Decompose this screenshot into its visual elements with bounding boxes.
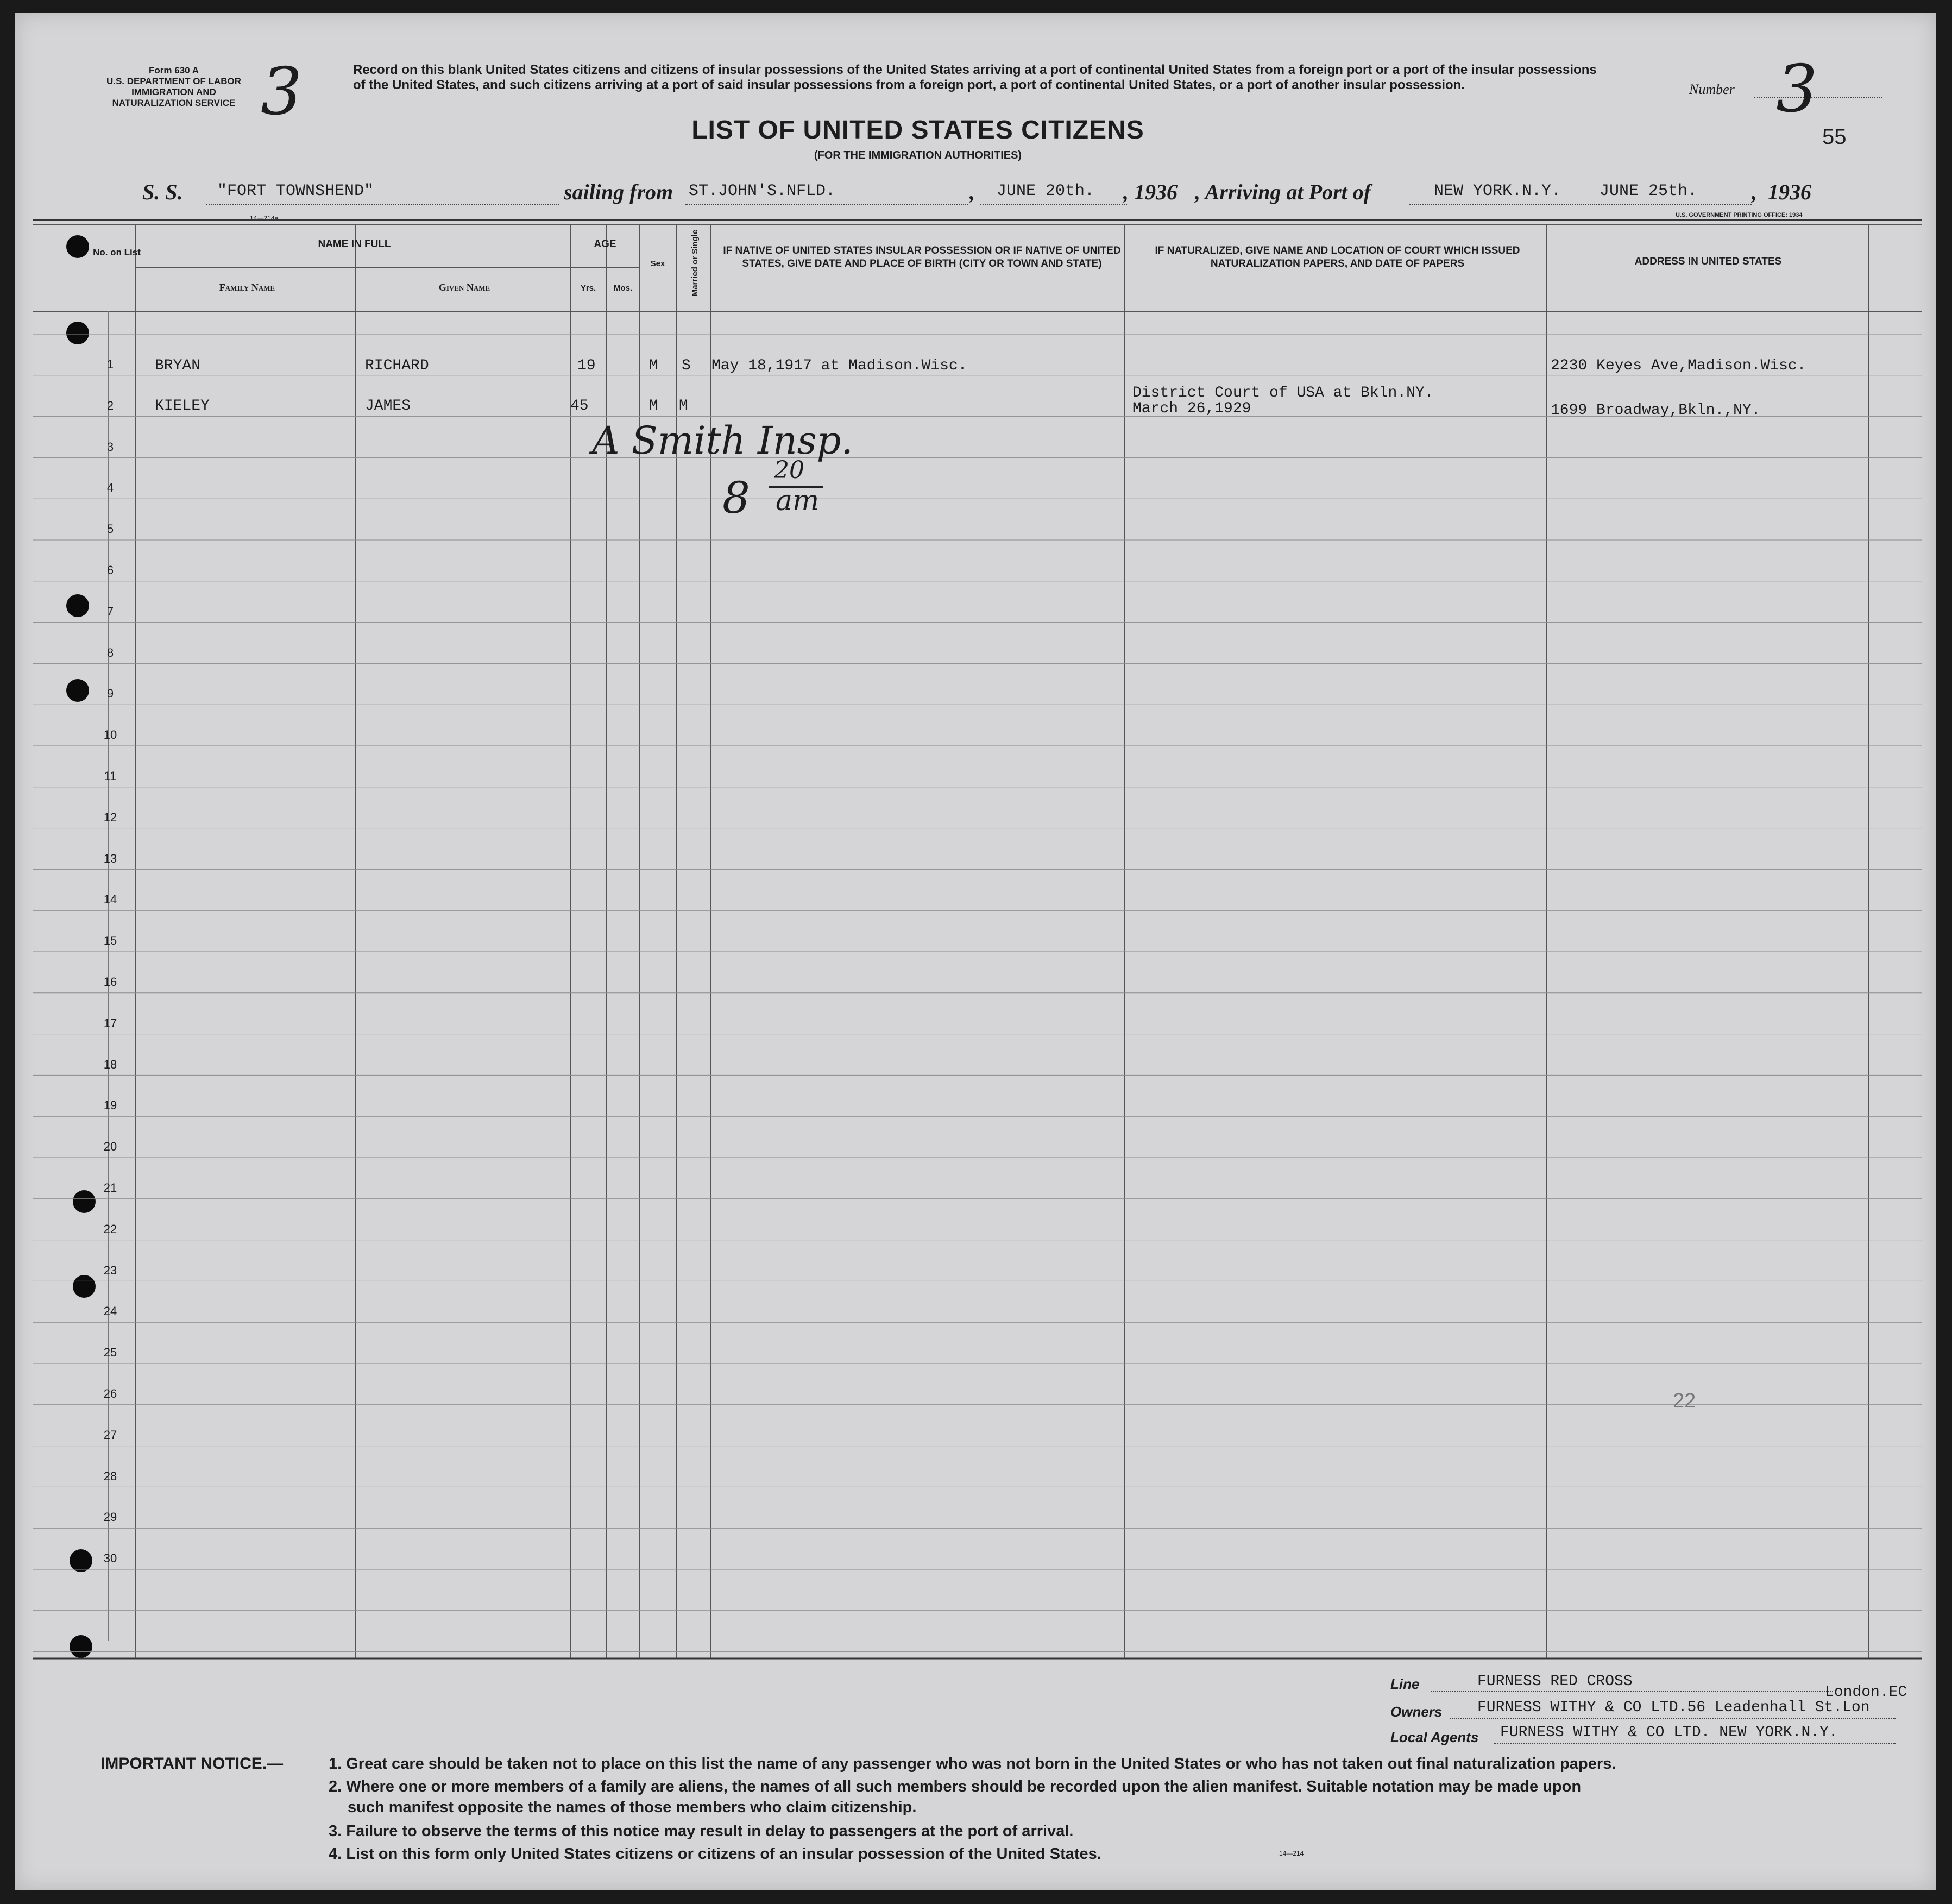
header-married-or-single: Married or Single [690,229,700,297]
row-number: 14 [103,893,117,907]
header-sex: Sex [650,259,665,268]
row-number: 30 [103,1551,117,1566]
departure-date: JUNE 20th. [997,182,1095,200]
row-number: 3 [106,439,114,454]
notice-item-2: 2. Where one or more members of a family are aliens, the names of all such members should be recorded upon the alien manifest. Suitable notation may be made upon [329,1778,1582,1795]
passenger-sex: M [649,398,658,414]
row-number: 8 [106,645,114,659]
row-number: 11 [104,769,117,783]
service-name-line2: NATURALIZATION SERVICE [112,98,236,108]
owners-name: FURNESS WITHY & CO LTD.56 Leadenhall St.Lon [1477,1699,1870,1716]
row-number: 10 [103,728,117,742]
local-agents-name: FURNESS WITHY & CO LTD. NEW YORK.N.Y. [1500,1724,1838,1741]
notice-item-4: 4. List on this form only United States citizens or citizens of an insular possession of the United States. [329,1845,1101,1863]
passenger-marital-status: S [682,357,691,374]
form-number: Form 630 A [149,65,199,76]
departure-port: ST.JOHN'S.NFLD. [689,182,836,200]
print-code-bottom: 14—214 [1279,1850,1304,1857]
row-number: 27 [103,1428,117,1442]
passenger-naturalization-date: March 26,1929 [1132,400,1251,417]
departure-year: 1936 [1134,180,1178,204]
sailing-from-label: sailing from [564,180,673,204]
arrival-year: 1936 [1768,180,1811,204]
separator: , [969,180,975,204]
row-number: 12 [103,810,117,824]
row-number: 13 [103,851,117,865]
header-family-name: Family Name [219,282,275,293]
passenger-sex: M [649,357,658,374]
list-number: 3 [1776,52,1818,127]
row-number: 23 [103,1263,117,1277]
header-age-months: Mos. [613,284,633,293]
page-subtitle: (FOR THE IMMIGRATION AUTHORITIES) [814,149,1022,161]
notice-title: IMPORTANT NOTICE.— [100,1755,284,1773]
header-given-name: Given Name [438,282,490,293]
row-number: 4 [106,481,114,495]
line-label: Line [1390,1676,1420,1692]
row-number: 19 [103,1098,117,1113]
row-number: 28 [103,1469,117,1483]
notice-item-1: 1. Great care should be taken not to place on this list the name of any passenger who was not born in the United States or who has not taken out final naturalization papers. [329,1755,1616,1773]
arrival-date: JUNE 25th. [1600,182,1698,200]
ship-name: "FORT TOWNSHEND" [217,182,374,200]
shipping-line: FURNESS RED CROSS [1477,1673,1633,1690]
row-number: 2 [106,398,114,412]
inspection-time-ampm: am [776,485,820,517]
row-number: 20 [103,1140,117,1154]
passenger-marital-status: M [679,398,688,414]
header-native-birth: IF NATIVE OF UNITED STATES INSULAR POSSESSION OR IF NATIVE OF UNITED STATES, GIVE DATE AND PLACE OF BIRTH (CITY OR TOWN AND STATE) [723,245,1121,269]
owners-city: London.EC [1825,1684,1907,1701]
header-name-in-full: NAME IN FULL [318,238,391,250]
passenger-age-years: 19 [577,357,596,374]
print-office-note: U.S. GOVERNMENT PRINTING OFFICE: 1934 [1676,212,1803,218]
owners-label: Owners [1390,1704,1443,1720]
row-number: 9 [106,687,114,701]
row-number: 26 [103,1387,117,1400]
department-name: U.S. DEPARTMENT OF LABOR [106,76,242,86]
service-name-line1: IMMIGRATION AND [131,87,216,97]
header-age-years: Yrs. [580,284,596,293]
header-no-on-list: No. on List [93,247,141,257]
row-number: 6 [106,563,114,577]
separator: , [1123,180,1129,204]
row-number: 15 [103,934,117,948]
ss-label: S. S. [142,180,183,204]
header-age: AGE [594,238,616,250]
passenger-address: 2230 Keyes Ave,Madison.Wisc. [1551,357,1806,374]
number-label: Number [1689,81,1735,97]
passenger-age-years: 45 [570,398,589,414]
arrival-port: NEW YORK.N.Y. [1434,182,1561,200]
passenger-birth-details: May 18,1917 at Madison.Wisc. [711,357,967,374]
handwritten-corner-number: 3 [261,54,303,130]
page-title: LIST OF UNITED STATES CITIZENS [691,116,1144,144]
notice-item-3: 3. Failure to observe the terms of this notice may result in delay to passengers at the port of arrival. [329,1823,1074,1840]
passenger-given-name: RICHARD [365,357,429,374]
row-number: 25 [103,1346,117,1360]
row-number: 1 [106,357,114,371]
header-address: ADDRESS IN UNITED STATES [1634,256,1782,267]
header-naturalized: IF NATURALIZED, GIVE NAME AND LOCATION OF COURT WHICH ISSUED NATURALIZATION PAPERS, AND DATE OF PAPERS [1155,245,1520,269]
row-number: 17 [103,1016,117,1030]
separator: , [1752,180,1757,204]
passenger-address: 1699 Broadway,Bkln.,NY. [1551,402,1761,419]
notice-item-2-continued: such manifest opposite the names of those members who claim citizenship. [348,1799,917,1816]
passenger-given-name: JAMES [365,398,411,414]
local-agents-label: Local Agents [1390,1729,1479,1745]
passenger-naturalization-court: District Court of USA at Bkln.NY. [1132,385,1434,401]
row-number: 21 [103,1181,117,1195]
row-number: 7 [106,604,114,618]
passenger-family-name: BRYAN [155,357,201,374]
row-number: 24 [103,1304,117,1318]
passenger-family-name: KIELEY [155,398,210,414]
row-number: 18 [103,1057,117,1071]
inspector-signature: A Smith Insp. [592,418,853,463]
row-number: 29 [103,1510,117,1524]
inspection-time-minutes: 20 [774,456,804,484]
record-instructions: Record on this blank United States citizens and citizens of insular possessions of the United States arriving at a port of continental United States from a foreign port or a port of the insular possessions of the United States, and such citizens arriving at a port of said insular possessions from a foreign port, a port of continental United States, or a port of another insular possession. [353,62,1597,92]
inspection-time-hour: 8 [722,473,750,523]
print-code-top: 14—214a [250,215,279,222]
row-number: 22 [103,1222,117,1236]
row-number: 16 [103,975,117,989]
stamp-number: 22 [1673,1390,1696,1412]
row-number: 5 [106,522,114,536]
arriving-at-port-label: , Arriving at Port of [1195,180,1371,204]
page-number: 55 [1822,125,1847,149]
